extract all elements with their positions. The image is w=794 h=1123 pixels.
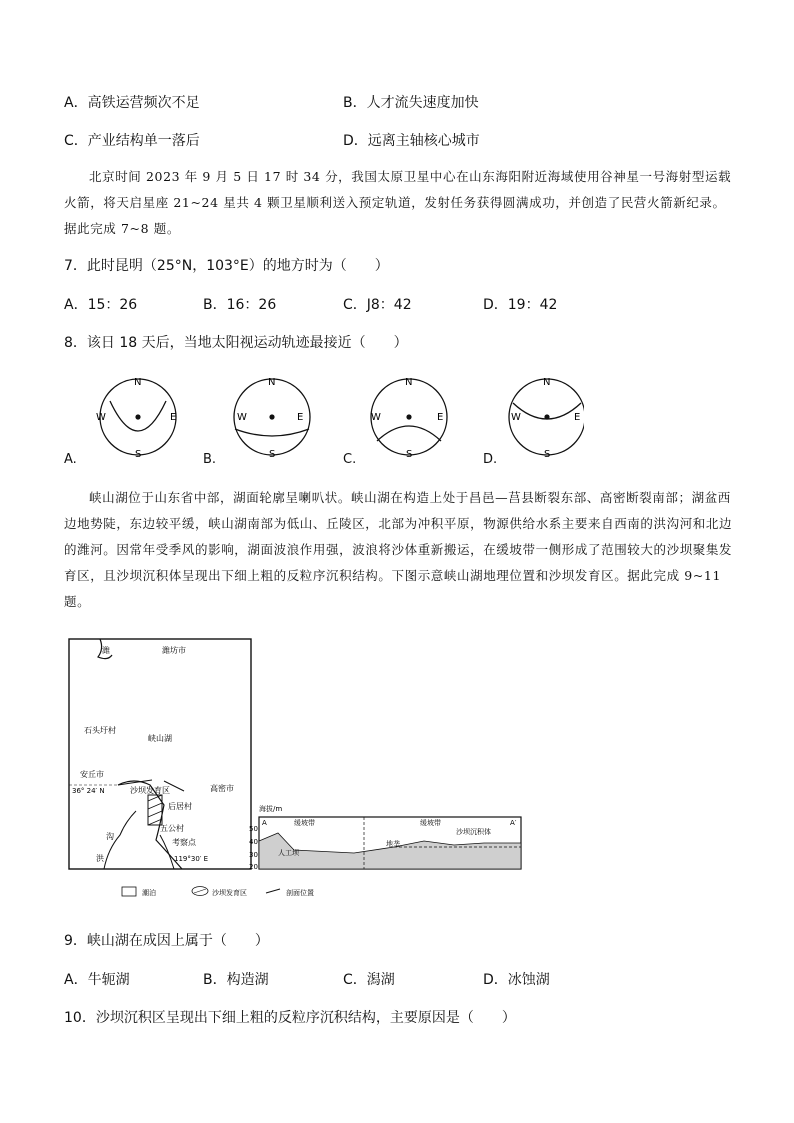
lake-map-figure <box>64 635 524 905</box>
label-gaomi: 高密市 <box>210 784 234 793</box>
compass-n-d: N <box>543 377 551 388</box>
sun-diagram-c <box>371 377 447 460</box>
compass-s-b: S <box>269 449 276 460</box>
label-lat: 36° 24′ N <box>72 787 105 795</box>
q9-option-b: B．构造湖 <box>203 972 269 988</box>
q6-option-d: D．远离主轴核心城市 <box>343 133 480 149</box>
compass-e-d: E <box>574 412 581 423</box>
q6-option-c: C．产业结构单一落后 <box>64 133 200 149</box>
profile-ylabel: 海拔/m <box>259 805 283 813</box>
compass-n-c: N <box>405 377 413 388</box>
map-frame <box>69 639 251 869</box>
compass-s-d: S <box>544 449 551 460</box>
profile-tick-30: 30 <box>249 851 258 859</box>
profile-tick-20: 20 <box>249 863 258 871</box>
label-kaochadian: 考察点 <box>172 838 196 847</box>
compass-w-c: W <box>371 412 381 423</box>
q7-option-d: D．19：42 <box>483 297 558 313</box>
compass-w-b: W <box>237 412 247 423</box>
label-shitoubu: 石头圩村 <box>84 726 116 735</box>
q9-option-d: D．冰蚀湖 <box>483 972 550 988</box>
label-hong: 洪 <box>96 854 104 863</box>
passage-xiashan-text: 峡山湖位于山东省中部，湖面轮廓呈喇叭状。峡山湖在构造上处于昌邑—莒县断裂东部、高密断裂南部；湖盆西边地势陡，东边较平缓，峡山湖南部为低山、丘陵区，北部为冲积平原，物源供给水系主要来自西南的洪沟河和北边的潍河。因常年受季风的影响，湖面波浪作用强，波浪将沙体重新搬运，在缓坡带一侧形成了范围较大的沙坝聚集发育区，且沙坝沉积体呈现出下细上粗的反粒序沉积结构。下图示意峡山湖地理位置和沙坝发育区。据此完成 9~11 题。 <box>64 490 733 609</box>
label-xiashanhu: 峡山湖 <box>148 734 172 743</box>
profile-tick-40: 40 <box>249 838 258 846</box>
passage-rocket <box>64 164 734 242</box>
sun-diagram-b <box>234 377 310 460</box>
q8-stem: 8．该日 18 天后，当地太阳视运动轨迹最接近（ ） <box>64 335 408 351</box>
q10-stem: 10．沙坝沉积区呈现出下细上粗的反粒序沉积结构，主要原因是（ ） <box>64 1010 516 1026</box>
legend-profile: 剖面位置 <box>286 889 314 897</box>
option-label-a: A. <box>64 452 77 467</box>
q7-option-a: A．15：26 <box>64 297 138 313</box>
compass-e-a: E <box>170 412 177 423</box>
label-anqiu: 安丘市 <box>80 770 104 779</box>
profile-gentle-1: 缓坡带 <box>294 819 315 827</box>
compass-s-a: S <box>135 449 142 460</box>
legend-sandbar: 沙坝发育区 <box>212 889 247 897</box>
compass-w-a: W <box>96 412 106 423</box>
q7-option-c: C．J8：42 <box>343 297 412 313</box>
option-label-c: C. <box>343 452 357 467</box>
compass-w-d: W <box>511 412 521 423</box>
compass-e-c: E <box>437 412 444 423</box>
label-lon: 119°30′ E <box>174 855 209 863</box>
option-label-d: D. <box>483 452 498 467</box>
passage-xiashan-lake <box>64 485 734 615</box>
map-legend <box>122 887 314 898</box>
compass-n-b: N <box>268 377 276 388</box>
q9-option-a: A．牛轭湖 <box>64 972 130 988</box>
legend-lake: 潮泊 <box>142 889 156 897</box>
q9-stem: 9．峡山湖在成因上属于（ ） <box>64 933 269 949</box>
label-gou: 沟 <box>106 832 114 841</box>
compass-n-a: N <box>134 377 142 388</box>
option-label-b: B. <box>203 452 217 467</box>
profile-sandbody: 沙坝沉积体 <box>456 828 491 836</box>
compass-s-c: S <box>406 449 413 460</box>
q9-option-c: C．潟湖 <box>343 972 395 988</box>
label-wuzhuang: 五公村 <box>160 824 184 833</box>
profile-dam: 人工坝 <box>278 849 299 857</box>
profile-tick-50: 50 <box>249 825 258 833</box>
passage-rocket-text: 北京时间 2023 年 9 月 5 日 17 时 34 分，我国太原卫星中心在山东海阳附近海域使用谷神星一号海射型运载火箭，将天启星座 21~24 星共 4 颗卫星顺利送入预定轨道，发射任务获得圆满成功，并创造了民营火箭新纪录。据此完成 7~8 题。 <box>64 169 732 236</box>
label-houju: 后居村 <box>168 802 192 811</box>
q6-option-a: A．高铁运营频次不足 <box>64 95 200 111</box>
profile-a: A <box>262 819 267 827</box>
compass-e-b: E <box>297 412 304 423</box>
profile-a-prime: A′ <box>510 819 517 827</box>
q7-option-b: B．16：26 <box>203 297 277 313</box>
profile-gentle-2: 缓坡带 <box>420 819 441 827</box>
label-shaba-area: 沙坝发育区 <box>130 786 170 795</box>
sun-diagram-a <box>96 377 176 460</box>
label-weifang: 潍坊市 <box>162 646 186 655</box>
sun-path-diagrams <box>64 372 584 472</box>
sun-diagram-d <box>509 377 584 460</box>
label-wei-top: 潍 <box>102 646 110 655</box>
profile-mound: 地垄 <box>386 840 400 848</box>
q6-option-b: B．人才流失速度加快 <box>343 95 479 111</box>
q7-stem: 7．此时昆明（25°N，103°E）的地方时为（ ） <box>64 258 389 274</box>
